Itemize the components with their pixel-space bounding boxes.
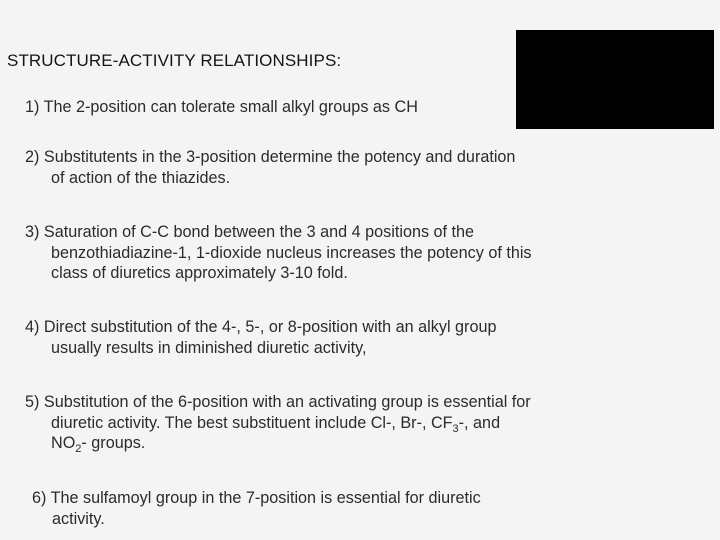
subscript: 3 xyxy=(452,422,459,435)
item-text: 3) Saturation of C-C bond between the 3 and 4 positions of the xyxy=(25,223,475,241)
item-text: benzothiadiazine-1, 1-dioxide nucleus increases the potency of this xyxy=(51,243,532,262)
item-text: class of diuretics approximately 3-10 fold. xyxy=(51,264,348,282)
list-item xyxy=(32,488,481,529)
item-text-line xyxy=(25,413,531,434)
item-text: activity. xyxy=(52,509,105,528)
item-text-line xyxy=(25,433,531,454)
item-text: of action of the thiazides. xyxy=(51,168,231,187)
item-text: 2) Substitutents in the 3-position determine the potency and duration xyxy=(25,148,516,166)
text-segment: diuretic activity. The best substituent include Cl-, Br-, CF xyxy=(51,413,453,432)
subscript: 2 xyxy=(75,443,82,455)
redaction-box xyxy=(516,30,714,129)
item-text: usually results in diminished diuretic activity, xyxy=(51,338,367,357)
text-segment: - groups. xyxy=(81,434,146,452)
text-segment: NO xyxy=(51,434,76,452)
list-item xyxy=(25,147,515,188)
slide-title: STRUCTURE-ACTIVITY RELATIONSHIPS: xyxy=(7,51,342,70)
item-text: 1) The 2-position can tolerate small alkyl groups as CH xyxy=(25,98,418,116)
text-segment: -, and xyxy=(458,413,501,432)
list-item xyxy=(25,222,532,284)
item-text: 5) Substitution of the 6-position with an activating group is essential for xyxy=(25,393,531,411)
list-item xyxy=(25,97,418,118)
list-item xyxy=(25,317,496,358)
item-text: 4) Direct substitution of the 4-, 5-, or 8-position with an alkyl group xyxy=(25,318,497,336)
item-text: 6) The sulfamoyl group in the 7-position is essential for diuretic xyxy=(32,489,481,507)
list-item xyxy=(25,392,531,454)
